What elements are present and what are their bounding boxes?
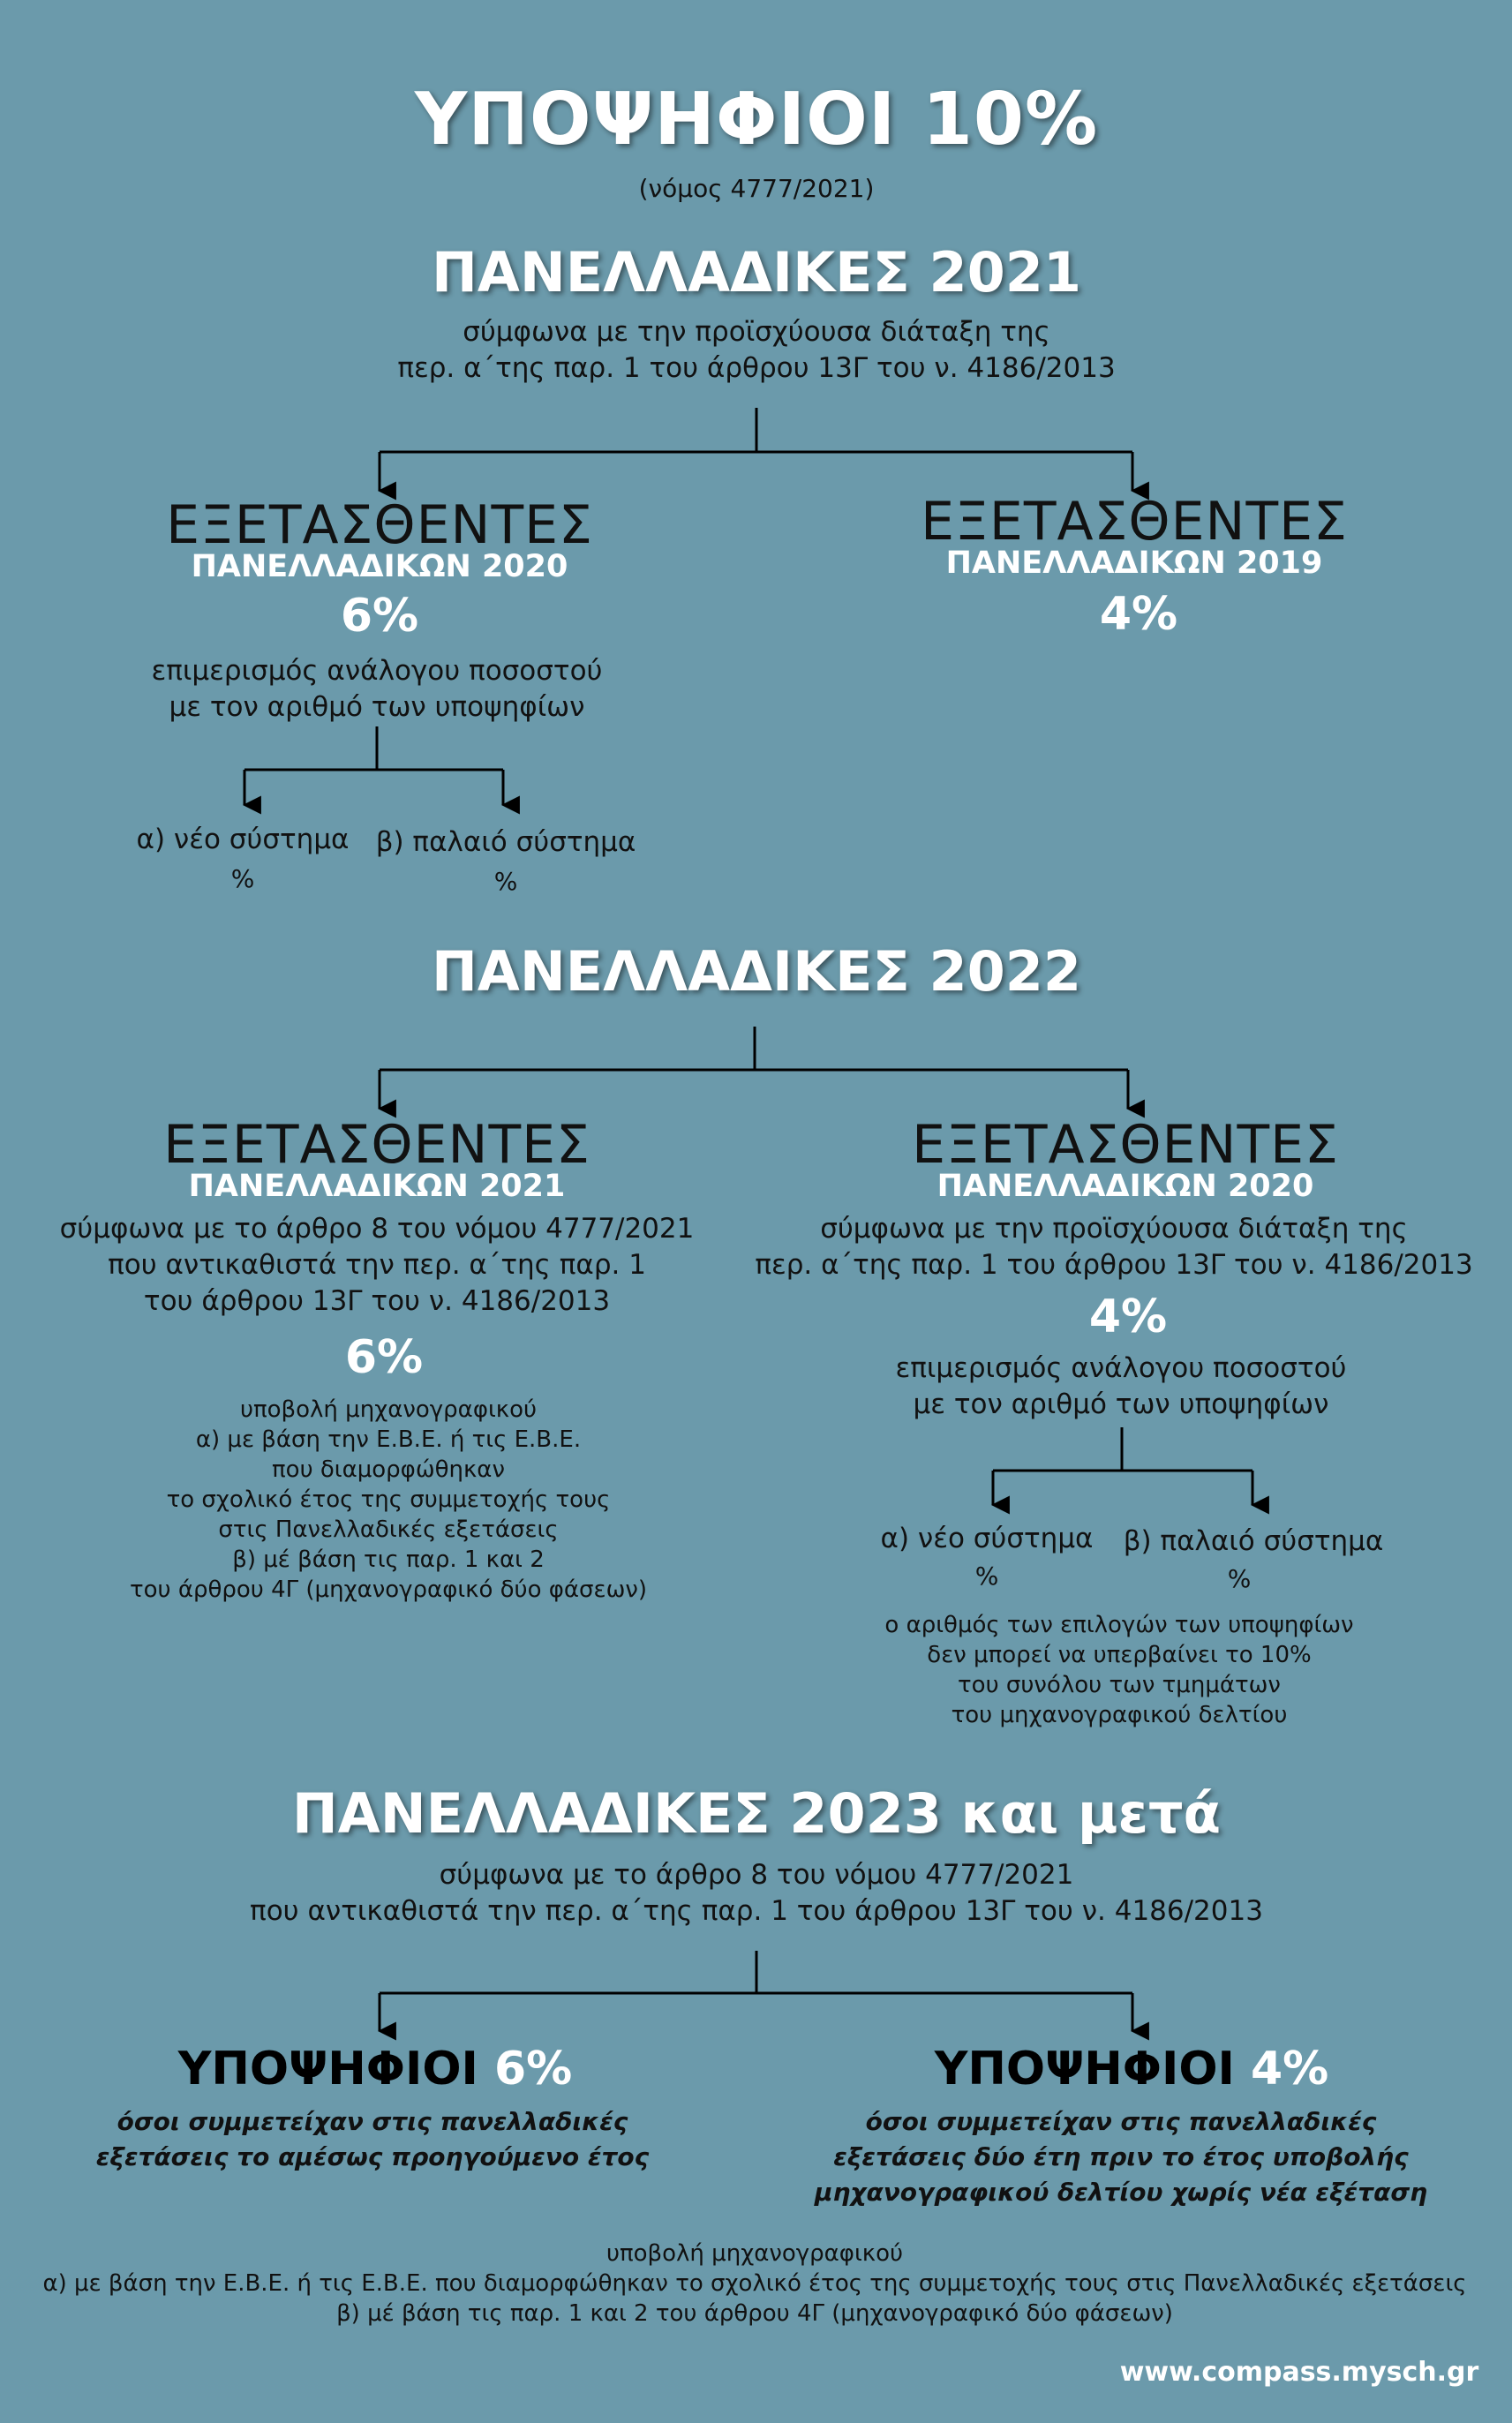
option-old-system-2021-pct: % [493, 867, 518, 896]
candidates-6-label: ΥΠΟΨΗΦΙΟΙ 6% [177, 2043, 573, 2096]
option-new-system-2022-pct: % [974, 1561, 999, 1591]
option-old-system-2022: β) παλαιό σύστημα [1123, 1525, 1384, 1557]
option-old-system-2022-pct: % [1227, 1564, 1252, 1593]
examined-2021-desc: σύμφωνα με το άρθρο 8 του νόμου 4777/2021 που αντικαθιστά την περ. α΄της παρ. 1 του άρθρου 13Γ του ν. 4186/2013 [59, 1213, 695, 1317]
application-note-2023: υποβολή μηχανογραφικού α) με βάση την Ε.Β.Ε. ή τις Ε.Β.Ε. που διαμορφώθηκαν το σχολικό έτος της συμμετοχής τους στις Πανελλαδικές εξετάσεις β) μέ βάση τις παρ. 1 και 2 του άρθρου 4Γ (μηχανογραφικό δύο φάσεων) [42, 2240, 1467, 2327]
examined-2020-percent: 6% [340, 590, 419, 643]
connector-2023 [380, 1951, 1132, 2030]
heading-2023: ΠΑΝΕΛΛΑΔΙΚΕΣ 2023 και μετά [291, 1781, 1222, 1846]
option-new-system-2021: α) νέο σύστημα [136, 824, 350, 855]
examined-2020-subtitle: ΠΑΝΕΛΛΑΔΙΚΩΝ 2020 [191, 549, 568, 584]
examined-2021-subtitle: ΠΑΝΕΛΛΑΔΙΚΩΝ 2021 [188, 1169, 566, 1204]
examined-2019-title: ΕΞΕΤΑΣΘΕΝΤΕΣ [921, 491, 1348, 553]
desc-2023: σύμφωνα με το άρθρο 8 του νόμου 4777/2021 που αντικαθιστά την περ. α΄της παρ. 1 του άρθρου 13Γ του ν. 4186/2013 [250, 1859, 1263, 1927]
examined-2021-note: υποβολή μηχανογραφικού α) με βάση την Ε.Β.Ε. ή τις Ε.Β.Ε. που διαμορφώθηκαν το σχολικό έτος της συμμετοχής τους στις Πανελλαδικές εξετάσεις β) μέ βάση τις παρ. 1 και 2 του άρθρου 4Γ (μηχανογραφικό δύο φάσεων) [129, 1396, 648, 1603]
option-new-system-2021-pct: % [230, 864, 255, 893]
website-link[interactable]: www.compass.mysch.gr [1119, 2357, 1479, 2388]
main-law: (νόμος 4777/2021) [638, 174, 875, 203]
options-limit-note: ο αριθμός των επιλογών των υποψηφίων δεν μπορεί να υπερβαίνει το 10% του συνόλου των τμημάτων του μηχανογραφικού δελτίου [884, 1612, 1354, 1728]
examined-2021-title: ΕΞΕΤΑΣΘΕΝΤΕΣ [163, 1114, 591, 1176]
examined-2020-b-note: επιμερισμός ανάλογου ποσοστού με τον αριθμό των υποψηφίων [895, 1352, 1347, 1420]
candidates-4-note: όσοι συμμετείχαν στις πανελλαδικές εξετάσεις δύο έτη πριν το έτος υποβολής μηχανογραφικού δελτίου χωρίς νέα εξέταση [814, 2107, 1428, 2207]
candidates-6-note: όσοι συμμετείχαν στις πανελλαδικές εξετάσεις το αμέσως προηγούμενο έτος [95, 2107, 650, 2171]
examined-2019-subtitle: ΠΑΝΕΛΛΑΔΙΚΩΝ 2019 [945, 546, 1323, 581]
connector-2021 [380, 408, 1132, 490]
option-new-system-2022: α) νέο σύστημα [880, 1523, 1094, 1554]
examined-2020-b-desc: σύμφωνα με την προϊσχύουσα διάταξη της περ. α΄της παρ. 1 του άρθρου 13Γ του ν. 4186/2013 [755, 1213, 1473, 1281]
examined-2019-percent: 4% [1099, 588, 1178, 641]
option-old-system-2021: β) παλαιό σύστημα [375, 826, 636, 858]
candidates-4-label: ΥΠΟΨΗΦΙΟΙ 4% [934, 2043, 1329, 2096]
heading-2021: ΠΑΝΕΛΛΑΔΙΚΕΣ 2021 [431, 240, 1082, 305]
connector-2022-options [993, 1427, 1252, 1502]
examined-2020-title: ΕΞΕΤΑΣΘΕΝΤΕΣ [166, 494, 593, 556]
connector-2022 [380, 1027, 1128, 1108]
heading-2022: ΠΑΝΕΛΛΑΔΙΚΕΣ 2022 [431, 939, 1082, 1004]
examined-2020-b-percent: 4% [1088, 1291, 1168, 1343]
examined-2020-b-subtitle: ΠΑΝΕΛΛΑΔΙΚΩΝ 2020 [937, 1169, 1314, 1204]
examined-2021-percent: 6% [344, 1331, 424, 1384]
examined-2020-b-title: ΕΞΕΤΑΣΘΕΝΤΕΣ [912, 1114, 1339, 1176]
examined-2020-note: επιμερισμός ανάλογου ποσοστού με τον αριθμό των υποψηφίων [151, 655, 603, 723]
connector-2021-options [244, 726, 503, 803]
desc-2021: σύμφωνα με την προϊσχύουσα διάταξη της περ. α΄της παρ. 1 του άρθρου 13Γ του ν. 4186/2013 [397, 316, 1116, 384]
main-title: ΥΠΟΨΗΦΙΟΙ 10% [414, 78, 1099, 162]
